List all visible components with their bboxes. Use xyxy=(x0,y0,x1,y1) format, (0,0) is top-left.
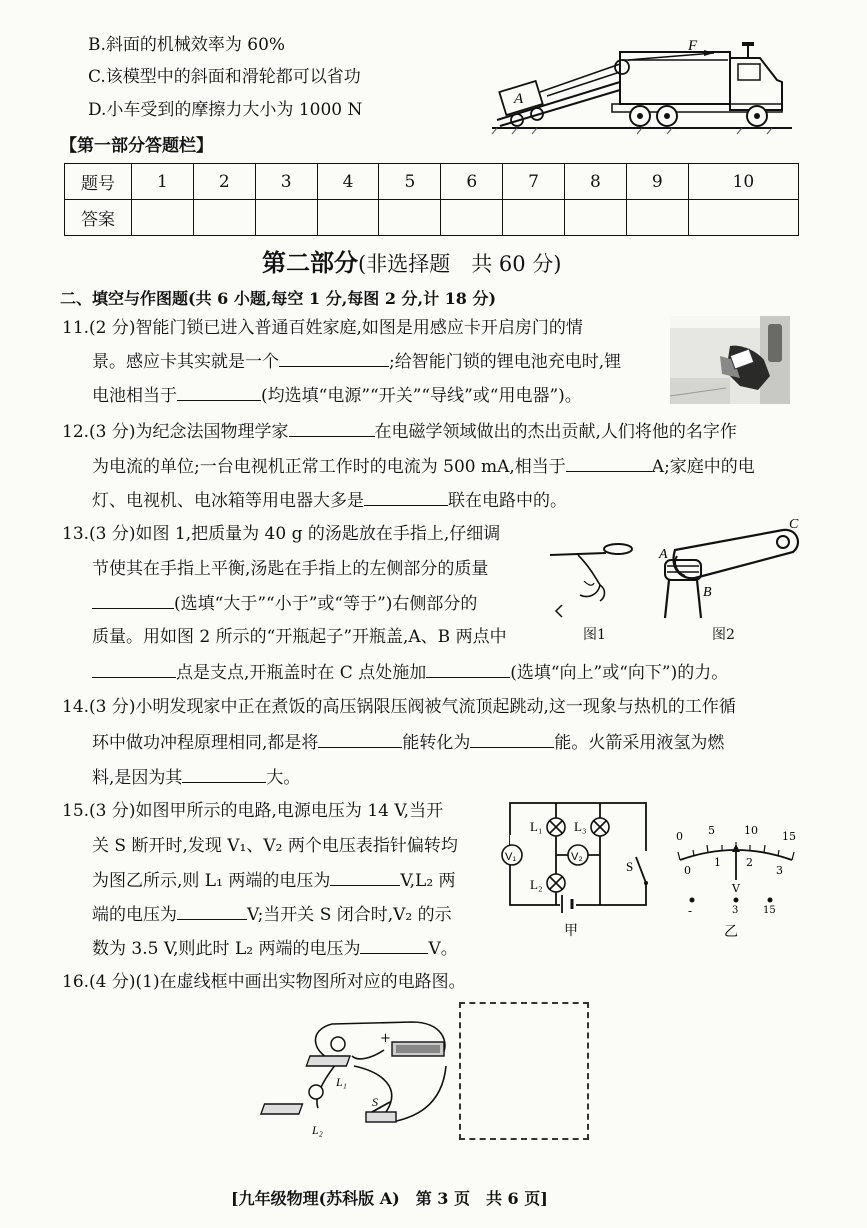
q11-blank-1[interactable] xyxy=(279,348,389,367)
q15-line3 xyxy=(92,867,456,894)
answer-cell[interactable] xyxy=(255,200,317,236)
q13-text: (选填“大于”“小于”或“等于”)右侧部分的 xyxy=(174,594,478,614)
label-a: A xyxy=(659,547,668,562)
q15-text: V;当开关 S 闭合时,V₂ 的示 xyxy=(247,905,452,925)
label-c: C xyxy=(789,517,799,532)
circuit-diagram-jia xyxy=(496,795,656,945)
q15-text: 数为 3.5 V,则此时 L₂ 两端的电压为 xyxy=(92,939,361,959)
label-a: A xyxy=(514,91,524,107)
part2-title xyxy=(262,243,561,278)
option-b: B.斜面的机械效率为 60% xyxy=(88,35,286,55)
plus-sign: + xyxy=(380,1031,391,1046)
answer-number-9: 9 xyxy=(626,164,688,200)
answer-number-7: 7 xyxy=(503,164,565,200)
q14-blank-3[interactable] xyxy=(182,764,266,783)
q13-text: (选填“向上”或“向下”)的力。 xyxy=(510,663,729,683)
q15-line1: 15.(3 分)如图甲所示的电路,电源电压为 14 V,当开 xyxy=(62,801,444,821)
row-header-answer: 答案 xyxy=(65,200,132,236)
q13-blank-1[interactable] xyxy=(92,590,174,609)
q13-blank-2[interactable] xyxy=(92,659,176,678)
section-heading: 二、填空与作图题(共 6 小题,每空 1 分,每图 2 分,计 18 分) xyxy=(60,289,497,308)
option-d: D.小车受到的摩擦力大小为 1000 N xyxy=(88,100,363,120)
q11-text: ;给智能门锁的锂电池充电时,锂 xyxy=(389,352,622,372)
q14-text: 能转化为 xyxy=(402,733,471,753)
smart-lock-photo xyxy=(670,316,790,404)
q11-text: 电池相当于 xyxy=(92,386,177,406)
answer-number-1: 1 xyxy=(132,164,194,200)
upper-tick-15: 15 xyxy=(782,830,796,843)
q14-blank-1[interactable] xyxy=(318,729,402,748)
number-row xyxy=(65,164,799,200)
part2-title-main: 第二部分 xyxy=(262,248,358,277)
answer-cell[interactable] xyxy=(379,200,441,236)
caption-yi: 乙 xyxy=(724,924,738,940)
q11-line1: 11.(2 分)智能门锁已进入普通百姓家庭,如图是用感应卡开启房门的情 xyxy=(62,318,583,338)
label-s: S xyxy=(626,859,634,874)
answer-row xyxy=(65,200,799,236)
upper-tick-10: 10 xyxy=(744,824,758,837)
caption-jia: 甲 xyxy=(564,923,578,939)
q12-blank-3[interactable] xyxy=(364,487,448,506)
upper-tick-0: 0 xyxy=(676,830,683,843)
q14-text: 大。 xyxy=(266,768,301,788)
q14-blank-2[interactable] xyxy=(470,729,554,748)
figure-2-caption: 图2 xyxy=(712,627,735,643)
spoon-on-finger-figure xyxy=(548,525,648,625)
q11-line2 xyxy=(92,348,621,375)
q12-line2 xyxy=(92,453,755,480)
q12-text: 为电流的单位;一台电视机正常工作时的电流为 500 mA,相当于 xyxy=(92,457,566,477)
q12-line1 xyxy=(62,418,737,445)
q15-text: V。 xyxy=(428,939,458,959)
q15-line2: 关 S 断开时,发现 V₁、V₂ 两个电压表指针偏转均 xyxy=(92,836,458,856)
answer-number-10: 10 xyxy=(688,164,798,200)
q13-text: 点是支点,开瓶盖时在 C 点处施加 xyxy=(176,663,427,683)
label-l1: L₁ xyxy=(336,1075,347,1089)
answer-number-8: 8 xyxy=(565,164,627,200)
answer-cell[interactable] xyxy=(193,200,255,236)
q15-text: 端的电压为 xyxy=(92,905,177,925)
terminal-3: 3 xyxy=(732,905,739,916)
row-header-number: 题号 xyxy=(65,164,132,200)
q15-blank-1[interactable] xyxy=(330,867,400,886)
answer-sheet-title: 【第一部分答题栏】 xyxy=(60,136,213,156)
part2-subtitle: (非选择题 共 60 分) xyxy=(358,252,562,276)
answer-cell[interactable] xyxy=(565,200,627,236)
bottle-opener-figure xyxy=(655,517,805,620)
q11-line3 xyxy=(92,382,582,409)
terminal-15: 15 xyxy=(763,905,776,916)
q11-blank-2[interactable] xyxy=(177,382,261,401)
answer-cell[interactable] xyxy=(132,200,194,236)
q14-line1: 14.(3 分)小明发现家中正在煮饭的高压锅限压阀被气流顶起跳动,这一现象与热机的工作循 xyxy=(62,697,736,717)
q13-line1: 13.(3 分)如图 1,把质量为 40 g 的汤匙放在手指上,仔细调 xyxy=(62,524,501,544)
q13-line2: 节使其在手指上平衡,汤匙在手指上的左侧部分的质量 xyxy=(92,559,489,579)
q15-blank-2[interactable] xyxy=(177,901,247,920)
q12-text: 灯、电视机、电冰箱等用电器大多是 xyxy=(92,491,364,511)
answer-table xyxy=(64,163,799,236)
q13-line3 xyxy=(92,590,477,617)
q12-text: A;家庭中的电 xyxy=(651,457,755,477)
answer-cell[interactable] xyxy=(688,200,798,236)
figure-1-caption: 图1 xyxy=(583,627,606,643)
label-l1: L₁ xyxy=(530,819,543,834)
q12-blank-1[interactable] xyxy=(289,418,375,437)
option-c: C.该模型中的斜面和滑轮都可以省功 xyxy=(88,67,361,87)
unit-v: V xyxy=(732,882,740,895)
label-b: B xyxy=(703,585,712,600)
terminal-neg: - xyxy=(688,904,693,918)
q13-line5 xyxy=(92,659,728,686)
answer-number-5: 5 xyxy=(379,164,441,200)
lower-tick-3: 3 xyxy=(776,864,783,877)
q16-line1: 16.(4 分)(1)在虚线框中画出实物图所对应的电路图。 xyxy=(62,972,466,992)
truck-incline-figure xyxy=(492,30,792,140)
q14-text: 环中做功冲程原理相同,都是将 xyxy=(92,733,319,753)
q15-blank-3[interactable] xyxy=(360,935,428,954)
lower-tick-1: 1 xyxy=(714,856,721,869)
answer-cell[interactable] xyxy=(503,200,565,236)
q12-text: 联在电路中的。 xyxy=(448,491,567,511)
lower-tick-2: 2 xyxy=(746,856,753,869)
q12-text: 在电磁学领域做出的杰出贡献,人们将他的名字作 xyxy=(374,422,737,442)
q15-text: 为图乙所示,则 L₁ 两端的电压为 xyxy=(92,871,331,891)
q15-line4 xyxy=(92,901,452,928)
q13-line4: 质量。用如图 2 所示的“开瓶起子”开瓶盖,A、B 两点中 xyxy=(92,627,507,647)
q15-line5 xyxy=(92,935,458,962)
label-l3: L₃ xyxy=(574,819,587,834)
label-f: F xyxy=(688,38,698,54)
answer-number-4: 4 xyxy=(317,164,379,200)
circuit-answer-box[interactable] xyxy=(459,1002,589,1140)
label-s: S xyxy=(372,1095,378,1109)
voltmeter-dial-yi xyxy=(670,800,800,940)
answer-number-6: 6 xyxy=(441,164,503,200)
q14-line2 xyxy=(92,729,724,756)
label-v1: V₁ xyxy=(505,851,517,863)
page-footer: [九年级物理(苏科版 A) 第 3 页 共 6 页] xyxy=(231,1189,548,1208)
q13-blank-3[interactable] xyxy=(426,659,510,678)
label-l2: L₂ xyxy=(530,877,543,892)
answer-number-3: 3 xyxy=(255,164,317,200)
q12-line3 xyxy=(92,487,567,514)
q15-text: V,L₂ 两 xyxy=(400,871,456,891)
answer-cell[interactable] xyxy=(317,200,379,236)
upper-tick-5: 5 xyxy=(708,824,715,837)
q11-text: 景。感应卡其实就是一个 xyxy=(92,352,279,372)
label-l2: L₂ xyxy=(312,1123,323,1137)
q14-line3 xyxy=(92,764,300,791)
q12-blank-2[interactable] xyxy=(566,453,652,472)
answer-cell[interactable] xyxy=(441,200,503,236)
q14-text: 能。火箭采用液氢为燃 xyxy=(554,733,725,753)
q14-text: 料,是因为其 xyxy=(92,768,183,788)
physical-circuit-figure xyxy=(292,1012,462,1142)
label-v2: V₂ xyxy=(571,851,583,863)
lower-tick-0: 0 xyxy=(684,864,691,877)
q11-text: (均选填“电源”“开关”“导线”或“用电器”)。 xyxy=(261,386,582,406)
answer-cell[interactable] xyxy=(626,200,688,236)
q12-text: 12.(3 分)为纪念法国物理学家 xyxy=(62,422,289,442)
answer-number-2: 2 xyxy=(193,164,255,200)
